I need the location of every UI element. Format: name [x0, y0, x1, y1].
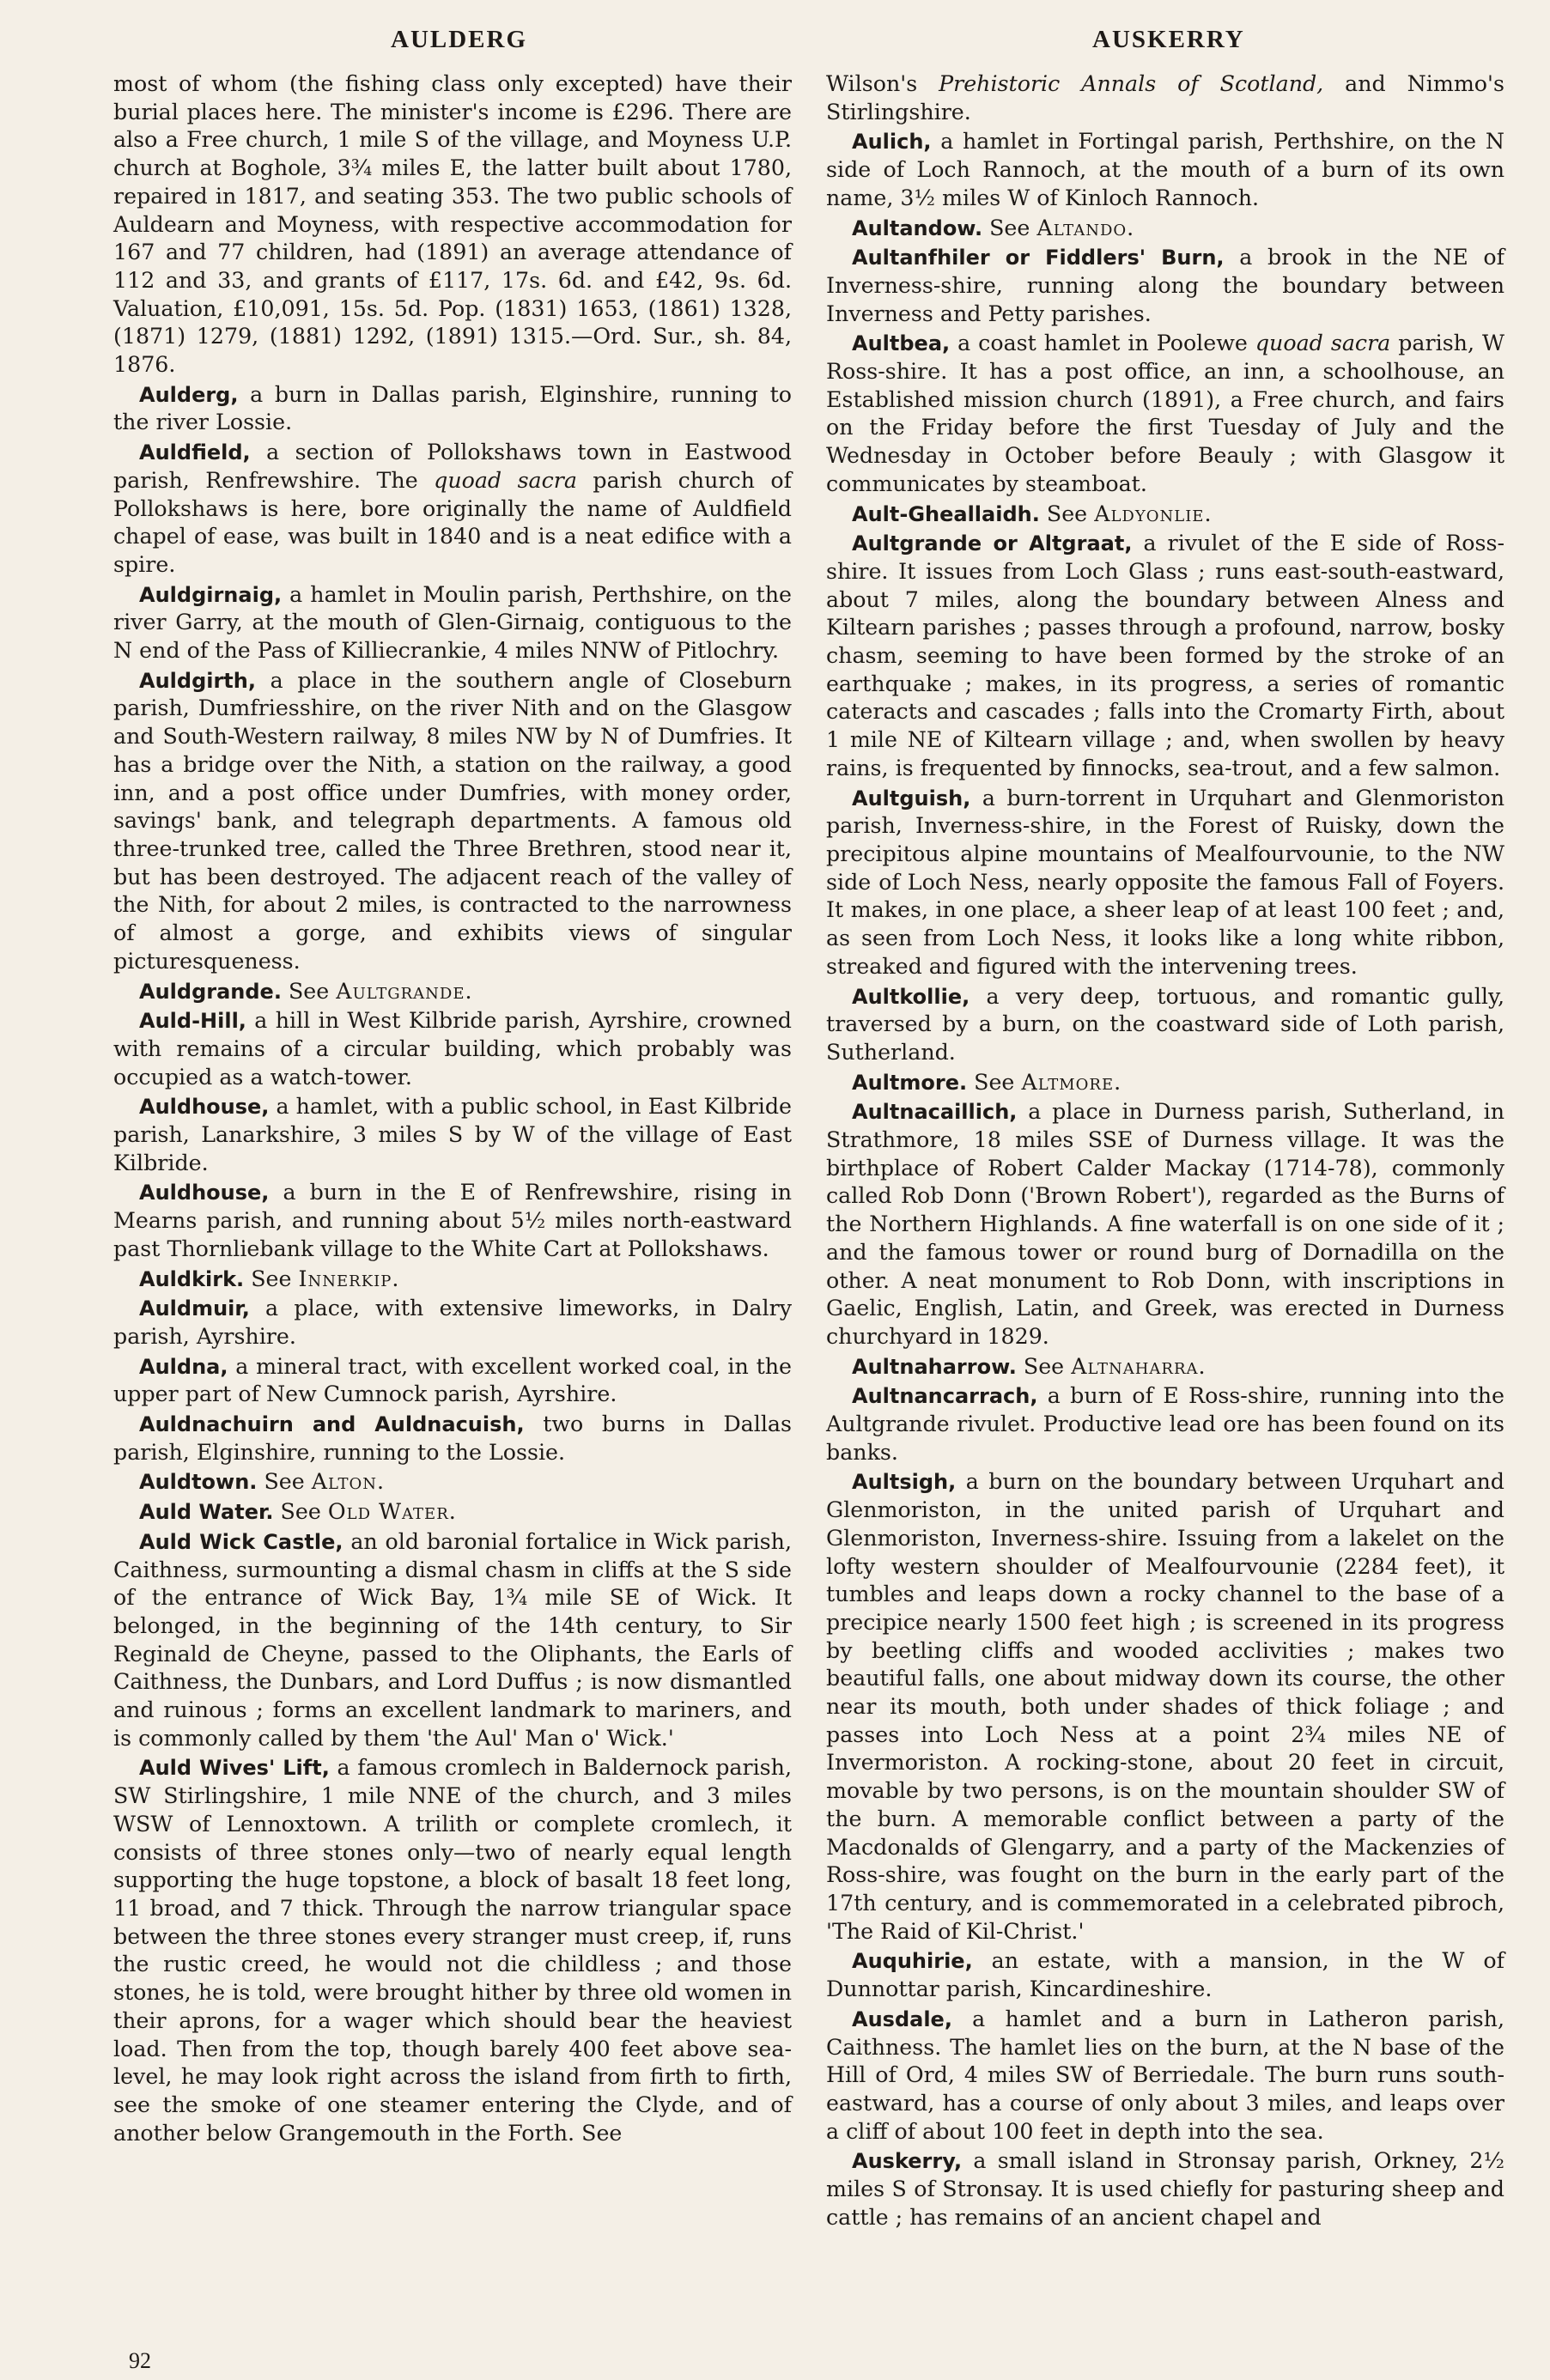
- entry-text: .: [1127, 215, 1134, 240]
- entry-text: .: [1204, 501, 1212, 526]
- entry-text: a burn on the boundary between Urquhart and Glenmoriston, in the united parish of Urquhart and Glenmoriston, Inverness-shire. Issuing from a lakelet on the lofty western shoulder of Mealfourvounie (2284 feet), it tumbles and leaps down a rocky channel to the base of a precipice nearly 1500 feet high ; is screened in its progress by beetling cliffs and wooded acclivities ; makes two beautiful falls, one about midway down its course, the other near its mouth, both under shades of thick foliage ; and passes into Loch Ness at a point 2¾ miles NE of Invermoriston. A rocking-stone, about 20 feet in circuit, movable by two persons, is on the mountain shoulder SW of the burn. A memorable conflict between a party of the Macdonalds of Glengarry, and a party of the Mackenzies of Ross-shire, was fought on the burn in the early part of the 17th century, and is commemorated in a celebrated pibroch, 'The Raid of Kil-Christ.': [826, 1469, 1504, 1944]
- entry-headword: Aultgrande or Altgraat,: [852, 531, 1133, 556]
- entry-text: a small island in Stronsay parish, Orkney, 2½ miles S of Stronsay. It is used chiefly for pasturing sheep and cattle ; has remains of an ancient chapel and: [826, 2148, 1504, 2230]
- cross-reference: Aldyonlie: [1094, 501, 1205, 526]
- entry-text: a famous cromlech in Baldernock parish, SW Stirlingshire, 1 mile NNE of the church, and 3 miles WSW of Lennoxtown. A trilith or complete cromlech, it consists of three stones only—two of nearly equal length supporting the huge topstone, a block of basalt 18 feet long, 11 broad, and 7 thick. Through the narrow triangular space between the three stones every stranger must creep, if, runs the rustic creed, he would not die childless ; and those stones, he is told, were brought hither by three old women in their aprons, for a wager which should bear the heaviest load. Then from the top, though barely 400 feet above sea-level, he may look right across the island from firth to firth, see the smoke of one steamer entering the Clyde, and of another below Grangemouth in the Forth. See: [113, 1755, 792, 2146]
- entry-text: .: [1198, 1353, 1206, 1379]
- entry-headword: Aulich,: [852, 130, 932, 155]
- entry-text: a place in the southern angle of Closeburn parish, Dumfriesshire, on the river Nith and on the Glasgow and South-Western railway, 8 miles NW by N of Dumfries. It has a bridge over the Nith, a station on the railway, a good inn, and a post office under Dumfries, with money order, savings' bank, and telegraph departments. A famous old three-trunked tree, called the Three Brethren, stood near it, but has been destroyed. The adjacent reach of the valley of the Nith, for about 2 miles, is contracted to the narrowness of almost a gorge, and exhibits views of singular picturesqueness.: [113, 667, 792, 974]
- entry-headword: Aultsigh,: [852, 1470, 957, 1495]
- gazetteer-entry: [113, 381, 792, 437]
- entry-text: .: [377, 1469, 385, 1495]
- entry-text-lead: See: [967, 1069, 1022, 1095]
- cross-reference: Altnaharra: [1071, 1353, 1199, 1379]
- entry-italic-text: quoad sacra: [434, 467, 577, 493]
- gazetteer-entry: [113, 1295, 792, 1351]
- entry-text: two burns in Dallas parish, Elginshire, running to the Lossie.: [113, 1412, 792, 1465]
- entry-text: .: [448, 1499, 456, 1525]
- gazetteer-entry: [826, 1468, 1504, 1946]
- entry-headword: Auldhouse,: [139, 1181, 270, 1205]
- entry-headword: Aultanfhiler or Fiddlers' Burn,: [852, 246, 1225, 270]
- gazetteer-entry: [113, 1468, 792, 1497]
- entry-text: parish church of Pollokshaws is here, bore originally the name of Auldfield chapel of ease, was built in 1840 and is a neat edifice with a spire.: [113, 467, 792, 577]
- entry-text: a rivulet of the E side of Ross-shire. It issues from Loch Glass ; runs east-south-eastward, about 7 miles, along the boundary between Alness and Kiltearn parishes ; passes through a profound, narrow, bosky chasm, seeming to have been formed by the stroke of an earthquake ; makes, in its progress, a series of romantic cateracts and cascades ; falls into the Cromarty Firth, about 1 mile NE of Kiltearn village ; and, when swollen by heavy rains, is frequented by finnocks, sea-trout, and a few salmon.: [826, 531, 1504, 780]
- gazetteer-entry: [826, 1069, 1504, 1097]
- entry-text-lead: See: [244, 1266, 299, 1291]
- entry-text: a burn in Dallas parish, Elginshire, running to the river Lossie.: [113, 381, 792, 435]
- entry-headword: Auldhouse,: [139, 1095, 270, 1120]
- cross-reference: Aultgrande: [336, 978, 465, 1004]
- right-column: [826, 70, 1504, 2233]
- cross-reference: Old Water: [327, 1499, 449, 1525]
- gazetteer-entry: [826, 2006, 1504, 2146]
- gazetteer-entry: [113, 1411, 792, 1466]
- entry-text: a burn-torrent in Urquhart and Glenmoriston parish, Inverness-shire, in the Forest of Ruisky, down the precipitous alpine mountains of Mealfourvounie, to the NW side of Loch Ness, nearly opposite the famous Fall of Foyers. It makes, in one place, a sheer leap of at least 100 feet ; and, as seen from Loch Ness, it looks like a long white ribbon, streaked and figured with the intervening trees.: [826, 785, 1504, 979]
- entry-text: parish, W Ross-shire. It has a post office, an inn, a schoolhouse, an Established mission church (1891), a Free church, and fairs on the Friday before the first Tuesday of July and the Wednesday in October before Beauly ; with Glasgow it communicates by steamboat.: [826, 331, 1504, 496]
- entry-text: a hamlet and a burn in Latheron parish, Caithness. The hamlet lies on the burn, at the N base of the Hill of Ord, 4 miles SW of Berriedale. The burn runs south-eastward, has a course of only about 3 miles, and leaps over a cliff of about 100 feet in depth into the sea.: [826, 2006, 1504, 2144]
- entry-headword: Auldkirk.: [139, 1266, 245, 1291]
- gazetteer-entry: [826, 983, 1504, 1067]
- gazetteer-entry: [826, 501, 1504, 529]
- gazetteer-entry: [113, 1754, 792, 2147]
- entry-text: a hill in West Kilbride parish, Ayrshire, crowned with remains of a circular building, which probably was occupied as a watch-tower.: [113, 1008, 792, 1090]
- entry-text: .: [1114, 1069, 1121, 1095]
- gazetteer-entry: [826, 785, 1504, 981]
- entry-headword: Auldgirth,: [139, 668, 256, 693]
- entry-text: a hamlet in Fortingal parish, Perthshire, on the N side of Loch Rannoch, at the mouth of a burn of its own name, 3½ miles W of Kinloch Rannoch.: [826, 129, 1504, 210]
- left-column: [113, 70, 792, 2149]
- entry-text: a burn of E Ross-shire, running into the Aultgrande rivulet. Productive lead ore has been found on its banks.: [826, 1383, 1504, 1465]
- gazetteer-entry: [113, 581, 792, 665]
- entry-text-lead: See: [1016, 1353, 1072, 1379]
- entry-text-lead: See: [257, 1469, 312, 1495]
- entry-text: an estate, with a mansion, in the W of Dunnottar parish, Kincardineshire.: [826, 1948, 1504, 2002]
- entry-headword: Auld Water.: [139, 1500, 274, 1525]
- entry-text-lead: See: [982, 215, 1037, 240]
- gazetteer-entry: [826, 215, 1504, 243]
- entry-headword: Aultkollie,: [852, 984, 970, 1009]
- entry-text: .: [465, 978, 472, 1004]
- entry-headword: Aultnaharrow.: [852, 1354, 1017, 1379]
- entry-headword: Aultbea,: [852, 331, 951, 356]
- entry-text: most of whom (the fishing class only excepted) have their burial places here. The minister's income is £296. There are also a Free church, 1 mile S of the village, and Moyness U.P. church at Boghole, 3¾ miles E, the latter built about 1780, repaired in 1817, and seating 353. The two public schools of Auldearn and Moyness, with respective accommodation for 167 and 77 children, had (1891) an average attendance of 112 and 33, and grants of £117, 17s. 6d. and £42, 9s. 6d. Valuation, £10,091, 15s. 5d. Pop. (1831) 1653, (1861) 1328, (1871) 1279, (1881) 1292, (1891) 1315.—Ord. Sur., sh. 84, 1876.: [113, 71, 792, 378]
- gazetteer-entry: [826, 330, 1504, 498]
- entry-text: a hamlet in Moulin parish, Perthshire, on the river Garry, at the mouth of Glen-Girnaig, contiguous to the N end of the Pass of Killiecrankie, 4 miles NNW of Pitlochry.: [113, 581, 792, 664]
- entry-text: an old baronial fortalice in Wick parish, Caithness, surmounting a dismal chasm in cliffs at the S side of the entrance of Wick Bay, 1¾ mile SE of Wick. It belonged, in the beginning of the 14th century, to Sir Reginald de Cheyne, passed to the Oliphants, the Earls of Caithness, the Dunbars, and Lord Duffus ; is now dismantled and ruinous ; forms an excellent landmark to mariners, and is commonly called by them 'the Aul' Man o' Wick.': [113, 1528, 792, 1751]
- gazetteer-entry: [113, 978, 792, 1006]
- entry-text: a place, with extensive limeworks, in Dalry parish, Ayrshire.: [113, 1296, 792, 1349]
- entry-headword: Auskerry,: [852, 2149, 963, 2174]
- entry-headword: Ausdale,: [852, 2007, 952, 2031]
- gazetteer-entry: [113, 1498, 792, 1527]
- gazetteer-entry: [113, 1353, 792, 1409]
- entry-headword: Auldna,: [139, 1354, 228, 1379]
- cross-reference: Altmore: [1021, 1069, 1115, 1095]
- gazetteer-entry: [826, 244, 1504, 328]
- entry-text: a place in Durness parish, Sutherland, in Strathmore, 18 miles SSE of Durness village. It was the birthplace of Robert Calder Mackay (1714-78), commonly called Rob Donn ('Brown Robert'), regarded as the Burns of the Northern Highlands. A fine waterfall is on one side of it ; and the famous tower or round burg of Dornadilla on the other. A neat monument to Rob Donn, with inscriptions in Gaelic, English, Latin, and Greek, was erected in Durness churchyard in 1829.: [826, 1099, 1504, 1349]
- entry-headword: Aultnacaillich,: [852, 1100, 1018, 1125]
- entry-headword: Auld Wick Castle,: [139, 1529, 343, 1554]
- gazetteer-entry: [113, 1266, 792, 1294]
- entry-headword: Aultmore.: [852, 1070, 968, 1095]
- entry-text-lead: Wilson's: [826, 71, 939, 96]
- entry-headword: Auld Wives' Lift,: [139, 1756, 330, 1781]
- gazetteer-entry: [113, 1007, 792, 1091]
- entry-headword: Auldgirnaig,: [139, 582, 283, 607]
- entry-headword: Auldnachuirn and Auldnacuish,: [139, 1412, 525, 1437]
- entry-text: a brook in the NE of Inverness-shire, running along the boundary between Inverness and Petty parishes.: [826, 245, 1504, 326]
- entry-headword: Auldmuir,: [139, 1296, 250, 1321]
- gazetteer-entry: [113, 1093, 792, 1177]
- entry-text: a very deep, tortuous, and romantic gully, traversed by a burn, on the coastward side of Loth parish, Sutherland.: [826, 983, 1504, 1065]
- gazetteer-entry: [113, 1179, 792, 1263]
- entry-text-lead: a section of Pollokshaws town in Eastwood parish, Renfrewshire. The: [113, 440, 792, 493]
- continued-entry: [826, 70, 1504, 126]
- gazetteer-entry: [113, 1528, 792, 1753]
- entry-headword: Auquhirie,: [852, 1949, 973, 1974]
- entry-headword: Aultguish,: [852, 786, 971, 811]
- entry-headword: Aultandow.: [852, 216, 983, 240]
- entry-italic-text: quoad sacra: [1255, 331, 1391, 356]
- entry-headword: Aulderg,: [139, 382, 239, 407]
- gazetteer-entry: [826, 128, 1504, 212]
- gazetteer-entry: [826, 1098, 1504, 1351]
- entry-headword: Auldtown.: [139, 1470, 258, 1495]
- entry-headword: Auld-Hill,: [139, 1009, 246, 1034]
- entry-headword: Auldgrande.: [139, 979, 282, 1004]
- gazetteer-entry: [826, 1353, 1504, 1381]
- page-number: 92: [129, 2348, 151, 2373]
- cross-reference: Altando: [1036, 215, 1128, 240]
- gazetteer-entry: [826, 530, 1504, 782]
- entry-headword: Aultnancarrach,: [852, 1384, 1038, 1409]
- entry-text-lead: See: [281, 978, 337, 1004]
- cross-reference: Alton: [311, 1469, 378, 1495]
- entry-text: a burn in the E of Renfrewshire, rising in Mearns parish, and running about 5½ miles north-eastward past Thornliebank village to the White Cart at Pollokshaws.: [113, 1180, 792, 1261]
- entry-text: a hamlet, with a public school, in East Kilbride parish, Lanarkshire, 3 miles S by W of the village of East Kilbride.: [113, 1094, 792, 1175]
- gazetteer-entry: [826, 1382, 1504, 1466]
- entry-text-lead: a coast hamlet in Poolewe: [950, 331, 1255, 356]
- running-head-right: AUSKERRY: [1092, 26, 1245, 53]
- gazetteer-entry: [826, 1947, 1504, 2003]
- entry-italic-text: Prehistoric Annals of Scotland,: [939, 71, 1324, 96]
- entry-text-lead: See: [273, 1499, 328, 1525]
- entry-text: and Nimmo's Stirlingshire.: [826, 71, 1504, 124]
- entry-headword: Ault-Gheallaidh.: [852, 501, 1040, 526]
- gazetteer-entry: [113, 667, 792, 976]
- continued-entry: [113, 70, 792, 379]
- gazetteer-entry: [826, 2147, 1504, 2231]
- entry-text: a mineral tract, with excellent worked coal, in the upper part of New Cumnock parish, Ayrshire.: [113, 1353, 792, 1407]
- cross-reference: Innerkip: [298, 1266, 392, 1291]
- entry-text-lead: See: [1039, 501, 1095, 526]
- entry-headword: Auldfield,: [139, 440, 251, 465]
- running-head-left: AULDERG: [391, 26, 528, 53]
- gazetteer-entry: [113, 439, 792, 580]
- entry-text: .: [392, 1266, 399, 1291]
